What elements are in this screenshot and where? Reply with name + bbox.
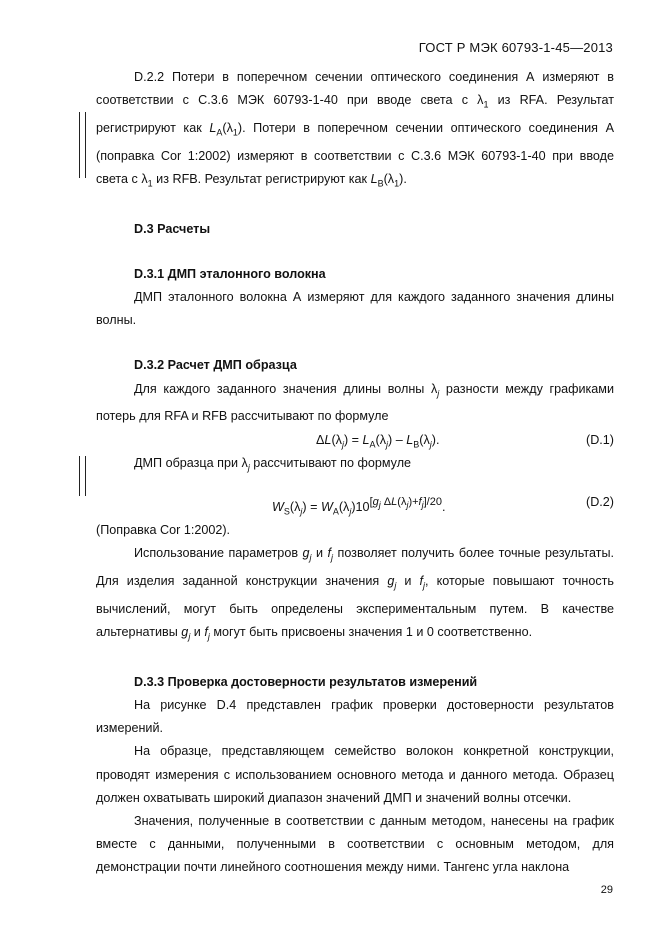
paragraph-d32-mid: ДМП образца при $\lambda_j$ рассчитывают по формуле	[134, 455, 412, 473]
paragraph-d33-2: На образце, представляющем семейство волокон конкретной конструкции, проводят измерения с использованием основного метода и данного метода. Образец должен охватывать широкий диапазон значений ДМП и значений волны отсечки.	[96, 744, 614, 805]
page-number: 29	[600, 884, 613, 896]
section-heading-d3: D.3 Расчеты	[134, 221, 211, 236]
paragraph-d33-3: Значения, полученные в соответствии с данным методом, нанесены на график вместе с данными, полученными в соответствии с основным методом, для демонстрации почти линейного соотношения между ними. Тангенс угла наклона	[96, 814, 614, 875]
formula-d1-expression: $\Delta L(\lambda_j) = L_A(\lambda_j) - L_B(\lambda_j)$.	[316, 432, 440, 450]
formula-d2	[96, 479, 614, 519]
change-bar	[79, 456, 86, 496]
page-header: ГОСТ Р МЭК 60793-1-45—2013	[418, 40, 613, 55]
paragraph-d31: ДМП эталонного волокна А измеряют для каждого заданного значения длины волны.	[96, 289, 614, 328]
paragraph-d33-1: На рисунке D.4 представлен график проверки достоверности результатов измерений.	[96, 697, 614, 736]
formula-d1	[96, 429, 614, 452]
paragraph-d32-intro: Для каждого заданного значения длины волны $\lambda_j$ разности между графиками потерь для RFA и RFB рассчитывают по формуле	[96, 381, 614, 424]
change-bar	[79, 112, 86, 178]
paragraph-d32-params: Использование параметров $g_j$ и $f_j$ позволяет получить более точные результаты. Для изделия заданной конструкции значения $g_j$ и $f_j$, которые повышают точность вычислений, могут быть определены экспериментальным путем. В качестве альтернативы $g_j$ и $f_j$ могут быть присвоены значения 1 и 0 соответственно.	[96, 546, 614, 642]
section-heading-d32: D.3.2 Расчет ДМП образца	[134, 358, 297, 373]
section-heading-d31: D.3.1 ДМП эталонного волокна	[134, 266, 326, 281]
formula-d1-number: (D.1)	[586, 432, 614, 447]
section-heading-d33: D.3.3 Проверка достоверности результатов измерений	[134, 674, 478, 689]
paragraph-d22: D.2.2 Потери в поперечном сечении оптического соединения А измеряют в соответствии с С.3.6 МЭК 60793-1-40 при вводе света с $\lambda_1$ из RFA. Результат регистрируют как $L_A(\lambda_1)$. Потери в поперечном сечении оптического соединения А (поправка Cor 1:2002) измеряют в соответствии с С.3.6 МЭК 60793-1-40 при вводе света с $\lambda_1$ из RFB. Результат регистрируют как $L_B(\lambda_1)$.	[96, 70, 615, 189]
document-body	[96, 66, 614, 880]
formula-d2-expression: $W_S(\lambda_j) = W_A(\lambda_j)10[g_j$ $\Delta L(\lambda_j)+f_j]/20$.	[272, 496, 446, 517]
formula-d2-number: (D.2)	[586, 495, 614, 510]
note-correction: (Поправка Cor 1:2002).	[96, 523, 231, 538]
